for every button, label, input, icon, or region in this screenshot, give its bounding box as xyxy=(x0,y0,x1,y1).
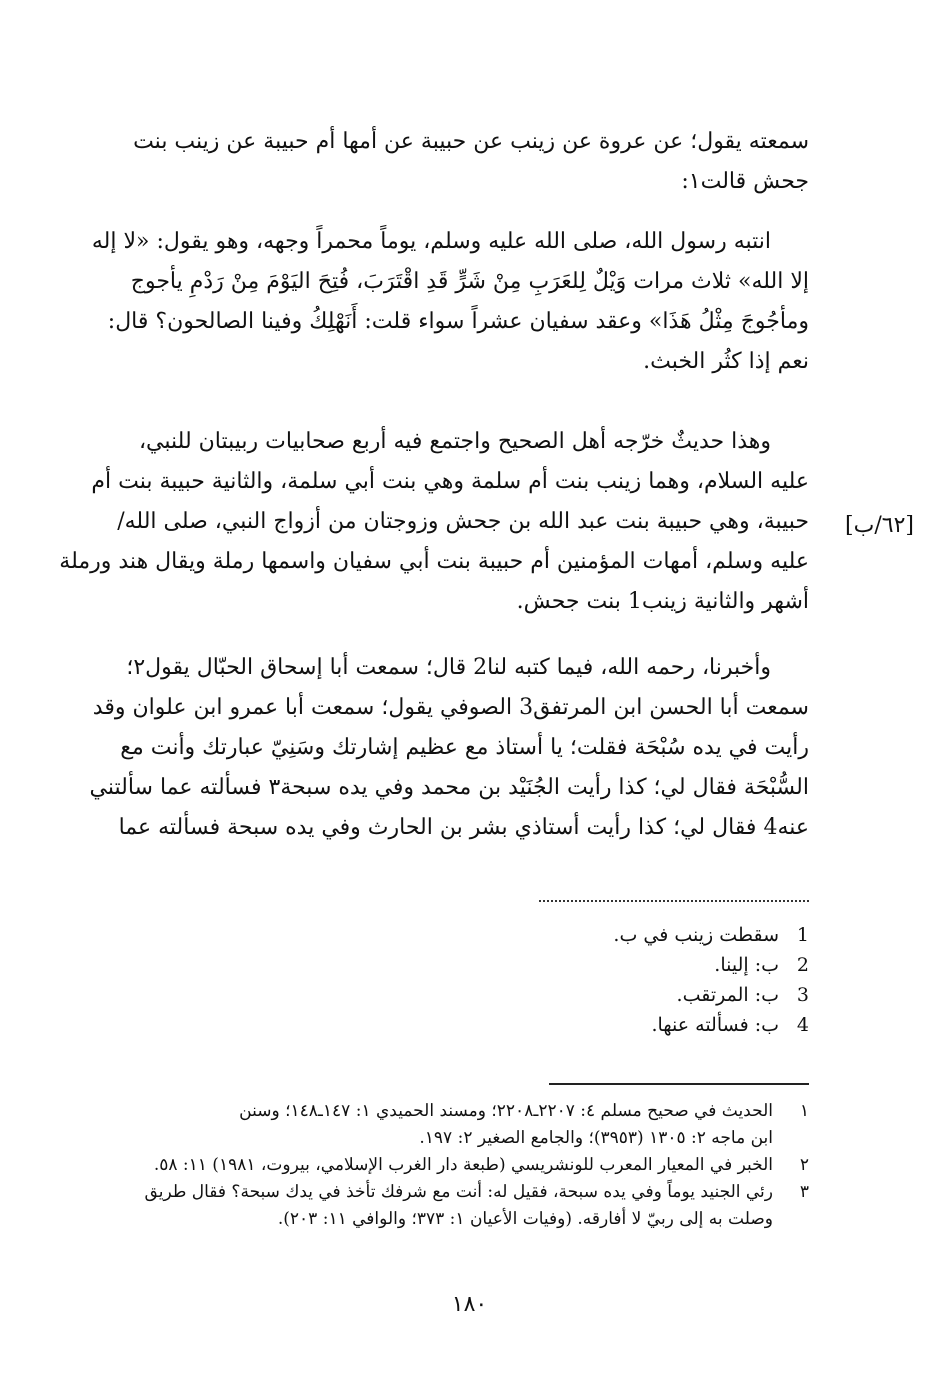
text-line: وأخبرنا، رحمه الله، فيما كتبه لنا2 قال؛ سمعت أبا إسحاق الحبّال يقول٢؛ xyxy=(126,655,771,680)
text-line: عليه وسلم، أمهات المؤمنين أم حبيبة بنت أبي سفيان واسمها رملة ويقال هند ورملة xyxy=(59,549,809,574)
text-line: إلا الله» ثلاث مرات وَيْلٌ لِلعَرَبِ مِنْ شَرٍّ قَدِ اقْتَرَبَ، فُتِحَ اليَوْمَ مِنْ رَدْمِ يأجوج xyxy=(130,269,809,294)
text-line: سمعته يقول؛ عن عروة عن زينب عن حبيبة عن أمها أم حبيبة عن زينب بنت xyxy=(133,129,809,154)
text-line: جحش قالت١: xyxy=(681,169,809,194)
page-number: ١٨٠ xyxy=(451,1292,488,1317)
paragraph-1 xyxy=(119,122,809,202)
text-line: سمعت أبا الحسن ابن المرتفق3 الصوفي يقول؛ سمعت أبا عمرو ابن علوان وقد xyxy=(92,695,809,720)
text-line: عليه السلام، وهما زينب بنت أم سلمة وهي بنت أبي سلمة، والثانية حبيبة بنت أم xyxy=(91,469,809,494)
footnote: ٢ الخبر في المعيار المعرب للونشريسي (طبعة دار الغرب الإسلامي، بيروت، ١٩٨١) ١١: ٥٨. xyxy=(119,1152,809,1179)
text-line: أشهر والثانية زينب1 بنت جحش. xyxy=(516,589,809,614)
text-line: نعم إذا كثُر الخبث. xyxy=(643,349,809,374)
variant-note: 2ب: إلينا. xyxy=(714,954,809,976)
footnote-line: رئي الجنيد يوماً وفي يده سبحة، فقيل له: أنت مع شرفك تأخذ في يدك سبحة؟ فقال طريق xyxy=(144,1182,773,1202)
text-line: حبيبة، وهي حبيبة بنت عبد الله بن جحش وزوجتان من أزواج النبي، صلى الله/ xyxy=(117,509,809,534)
text-line: وهذا حديثٌ خرّجه أهل الصحيح واجتمع فيه أربع صحابيات ربيبتان للنبي، xyxy=(138,429,771,454)
text-line: السُّبْحَة فقال لي؛ كذا رأيت الجُنَيْد بن محمد وفي يده سبحة٣ فسألته عما سألتني xyxy=(89,775,809,800)
footnote-line: وصلت به إلى ربيّ لا أفارقه. (وفيات الأعيان ١: ٣٧٣؛ والوافي ١١: ٢٠٣). xyxy=(277,1209,773,1229)
paragraph-2 xyxy=(91,222,809,382)
footnote: ٣ رئي الجنيد يوماً وفي يده سبحة، فقيل له: أنت مع شرفك تأخذ في يدك سبحة؟ فقال طريق وصلت به إلى ربيّ لا أفارقه. (وفيات الأعيان ١: ٣٧٣؛ والوافي ١١: ٢٠٣). xyxy=(119,1179,809,1233)
text-line: عنه4 فقال لي؛ كذا رأيت أستاذي بشر بن الحارث وفي يده سبحة فسألته عما xyxy=(118,815,809,840)
footnotes-separator xyxy=(549,1083,809,1085)
footnote: ١ الحديث في صحيح مسلم ٤: ٢٢٠٧ـ٢٢٠٨؛ ومسند الحميدي ١: ١٤٧ـ١٤٨؛ وسنن ابن ماجه ٢: ١٣٠٥ (٣٩٥٣)؛ والجامع الصغير ٢: ١٩٧. xyxy=(119,1098,809,1152)
text-line: رأيت في يده سُبْحَة فقلت؛ يا أستاذ مع عظيم إشارتك وسَنِيّ عبارتك وأنت مع xyxy=(120,735,809,760)
variant-notes xyxy=(613,920,809,1040)
variant-note: 1سقطت زينب في ب. xyxy=(613,924,809,946)
paragraph-4 xyxy=(89,648,809,848)
variant-note: 3ب: المرتقب. xyxy=(676,984,809,1006)
variant-notes-separator xyxy=(539,900,809,902)
paragraph-3 xyxy=(59,422,809,622)
text-line: انتبه رسول الله، صلى الله عليه وسلم، يوماً محمراً وجهه، وهو يقول: «لا إله xyxy=(91,229,771,254)
footnotes xyxy=(119,1098,809,1233)
margin-folio-reference: [٦٢/ب] xyxy=(845,513,914,538)
footnote-line: الخبر في المعيار المعرب للونشريسي (طبعة دار الغرب الإسلامي، بيروت، ١٩٨١) ١١: ٥٨. xyxy=(153,1155,773,1175)
footnote-line: ابن ماجه ٢: ١٣٠٥ (٣٩٥٣)؛ والجامع الصغير ٢: ١٩٧. xyxy=(419,1128,773,1148)
variant-note: 4ب: فسألته عنها. xyxy=(651,1014,809,1036)
text-line: ومأجُوجَ مِثْلُ هَذَا» وعقد سفيان عشراً سواء قلت: أَنَهْلِكُ وفينا الصالحون؟ قال: xyxy=(107,309,809,334)
footnote-line: الحديث في صحيح مسلم ٤: ٢٢٠٧ـ٢٢٠٨؛ ومسند الحميدي ١: ١٤٧ـ١٤٨؛ وسنن xyxy=(239,1101,773,1121)
